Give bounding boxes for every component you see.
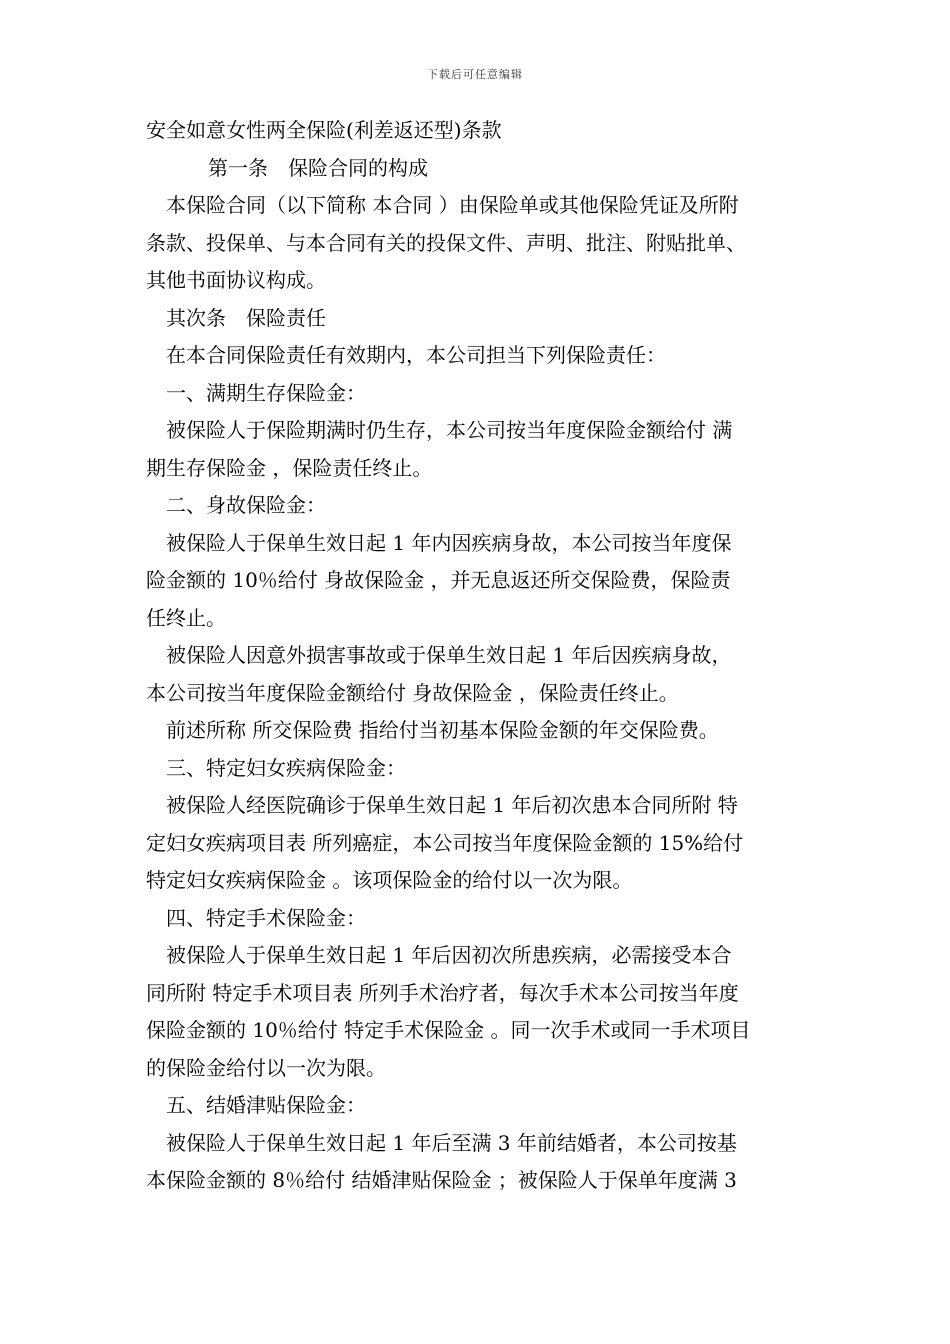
paragraph-line: 被保险人于保单生效日起 1 年内因疾病身故，本公司按当年度保 — [166, 530, 732, 555]
paragraph-line: 本保险金额的 8％给付 结婚津贴保险金 ；被保险人于保单年度满 3 — [146, 1168, 737, 1192]
section-heading: 三、特定妇女疾病保险金： — [166, 755, 406, 780]
paragraph-line: 保险金额的 10％给付 特定手术保险金 。同一次手术或同一手术项目 — [146, 1018, 751, 1042]
paragraph-line: 任终止。 — [146, 605, 226, 630]
article-heading: 其次条 保险责任 — [166, 305, 326, 330]
paragraph-line: 本公司按当年度保险金额给付 身故保险金 ，保险责任终止。 — [146, 680, 679, 705]
paragraph-line: 同所附 特定手术项目表 所列手术治疗者，每次手术本公司按当年度 — [146, 980, 739, 1005]
paragraph-line: 期生存保险金 ，保险责任终止。 — [146, 455, 433, 480]
paragraph-line: 特定妇女疾病保险金 。该项保险金的给付以一次为限。 — [146, 868, 633, 892]
section-heading: 二、身故保险金： — [166, 493, 326, 517]
paragraph-line: 条款、投保单、与本合同有关的投保文件、声明、批注、附贴批单、 — [146, 230, 746, 255]
paragraph-line: 的保险金给付以一次为限。 — [146, 1055, 386, 1080]
paragraph-line: 定妇女疾病项目表 所列癌症，本公司按当年度保险金额的 15%给付 — [146, 830, 744, 855]
paragraph-line: 险金额的 10％给付 身故保险金 ，并无息返还所交保险费，保险责 — [146, 568, 731, 592]
paragraph-line: 前述所称 所交保险费 指给付当初基本保险金额的年交保险费。 — [166, 718, 719, 742]
section-heading: 一、满期生存保险金： — [166, 380, 366, 405]
paragraph-line: 被保险人经医院确诊于保单生效日起 1 年后初次患本合同所附 特 — [166, 793, 738, 817]
paragraph-line: 在本合同保险责任有效期内，本公司担当下列保险责任： — [166, 343, 666, 367]
document-title: 安全如意女性两全保险(利差返还型)条款 — [146, 118, 502, 142]
paragraph-line: 被保险人因意外损害事故或于保单生效日起 1 年后因疾病身故， — [166, 643, 732, 667]
paragraph-line: 被保险人于保险期满时仍生存，本公司按当年度保险金额给付 满 — [166, 418, 733, 442]
paragraph-line: 被保险人于保单生效日起 1 年后至满 3 年前结婚者，本公司按基 — [166, 1130, 737, 1155]
paragraph-line: 本保险合同（以下简称 本合同 ）由保险单或其他保险凭证及所附 — [166, 193, 739, 217]
paragraph-line: 其他书面协议构成。 — [146, 268, 326, 292]
section-heading: 四、特定手术保险金： — [166, 905, 366, 930]
article-heading: 第一条 保险合同的构成 — [208, 155, 428, 180]
page-header-note: 下载后可任意编辑 — [427, 68, 523, 81]
paragraph-line: 被保险人于保单生效日起 1 年后因初次所患疾病，必需接受本合 — [166, 943, 732, 967]
section-heading: 五、结婚津贴保险金： — [166, 1093, 366, 1117]
document-body — [146, 112, 826, 1200]
